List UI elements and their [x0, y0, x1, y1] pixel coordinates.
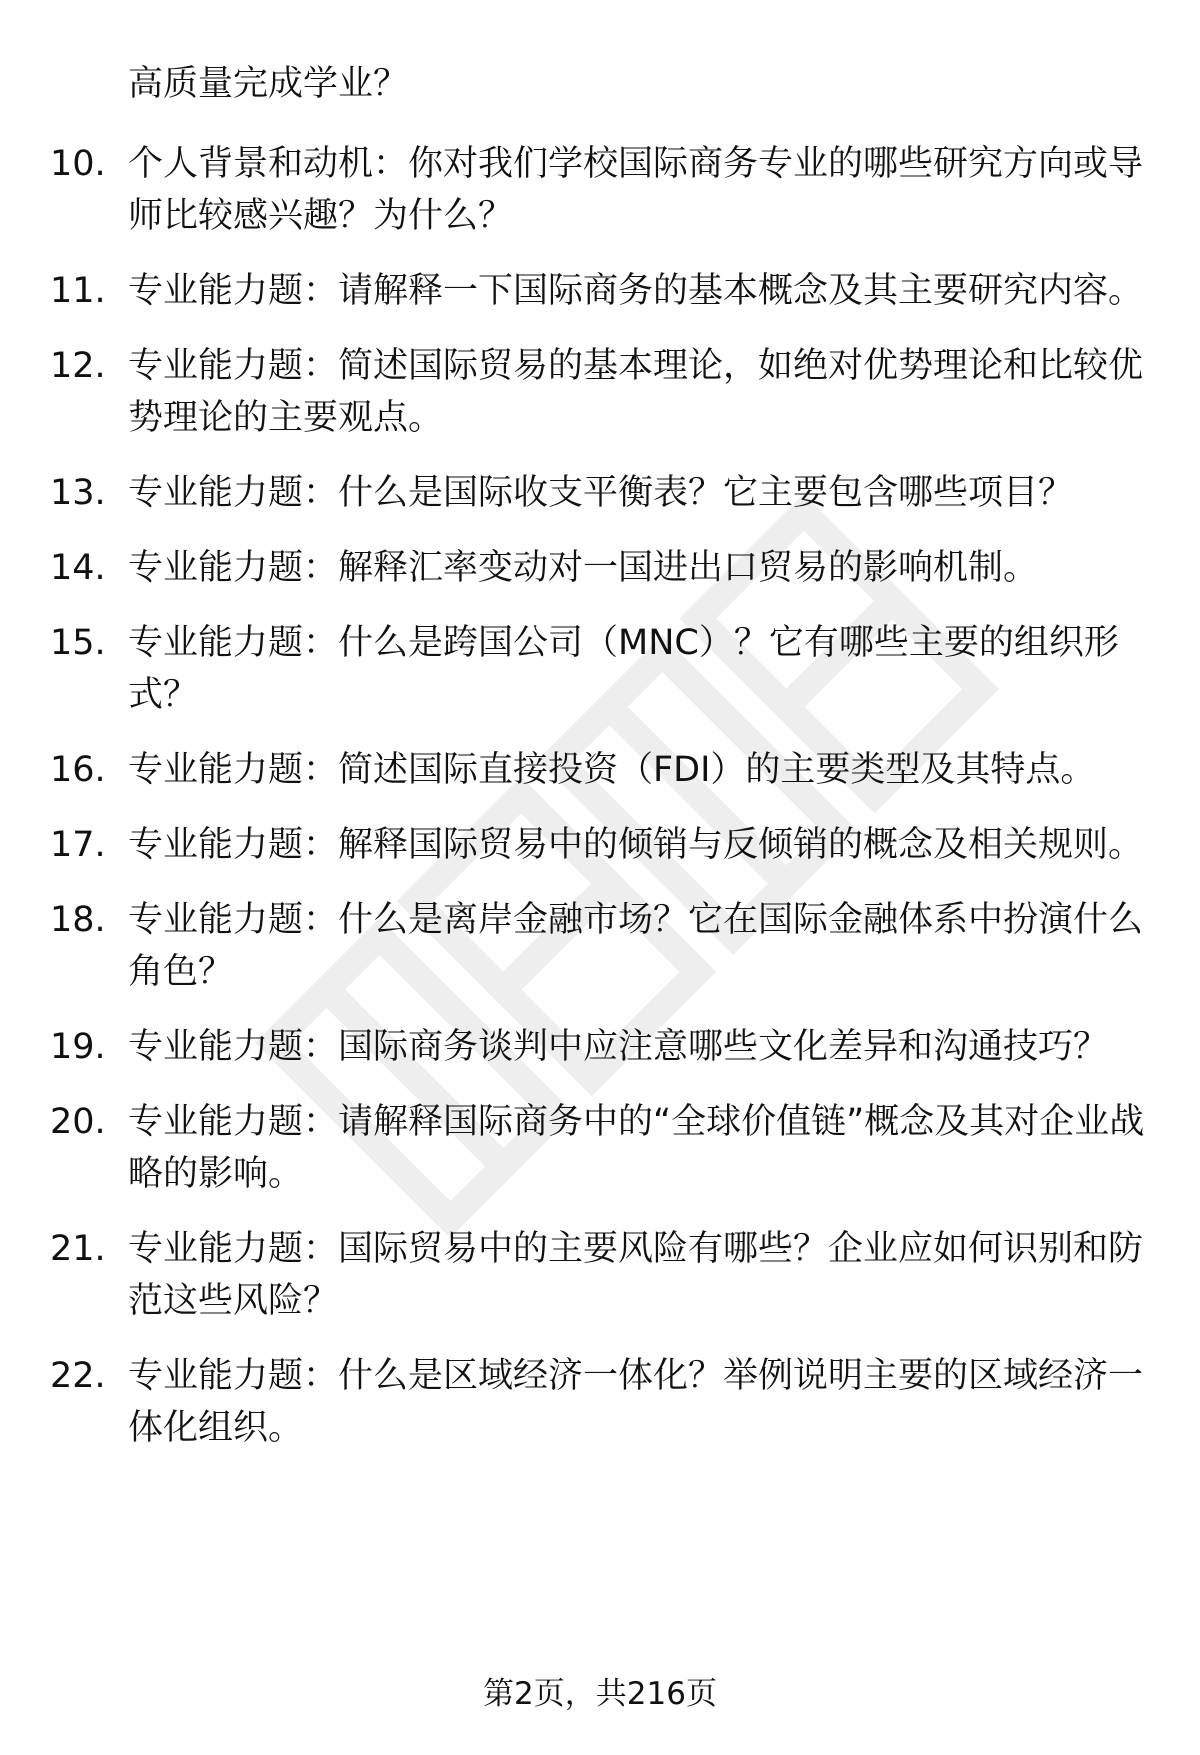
page-number-footer: 第2页，共216页 — [483, 1676, 717, 1712]
list-item — [50, 1350, 1160, 1454]
question-text: 专业能力题：什么是离岸金融市场？它在国际金融体系中扮演什么角色？ — [128, 900, 1144, 992]
list-item — [50, 744, 1160, 796]
continued-question-text: 高质量完成学业？ — [128, 64, 409, 104]
list-item — [50, 340, 1160, 444]
question-number: 11. — [50, 271, 106, 311]
question-text: 专业能力题：国际贸易中的主要风险有哪些？企业应如何识别和防范这些风险？ — [128, 1229, 1144, 1321]
question-text: 个人背景和动机：你对我们学校国际商务专业的哪些研究方向或导师比较感兴趣？为什么？ — [128, 144, 1144, 236]
list-item — [50, 1096, 1160, 1200]
question-number: 15. — [50, 623, 106, 663]
question-number: 22. — [50, 1356, 106, 1396]
question-number: 20. — [50, 1102, 106, 1142]
list-item — [50, 819, 1160, 871]
question-text: 专业能力题：简述国际直接投资（FDI）的主要类型及其特点。 — [128, 750, 1096, 790]
question-text: 专业能力题：解释汇率变动对一国进出口贸易的影响机制。 — [128, 548, 1039, 588]
question-text: 专业能力题：请解释国际商务中的“全球价值链”概念及其对企业战略的影响。 — [128, 1102, 1145, 1194]
list-item — [50, 1223, 1160, 1327]
question-number: 21. — [50, 1229, 106, 1269]
question-number: 19. — [50, 1027, 106, 1067]
list-item — [50, 265, 1160, 317]
question-number: 12. — [50, 346, 106, 386]
question-number: 18. — [50, 900, 106, 940]
question-text: 专业能力题：国际商务谈判中应注意哪些文化差异和沟通技巧？ — [128, 1027, 1109, 1067]
list-item — [50, 617, 1160, 721]
question-number: 14. — [50, 548, 106, 588]
question-text: 专业能力题：什么是国际收支平衡表？它主要包含哪些项目？ — [128, 473, 1074, 513]
question-text: 专业能力题：请解释一下国际商务的基本概念及其主要研究内容。 — [128, 271, 1144, 311]
question-text: 专业能力题：解释国际贸易中的倾销与反倾销的概念及相关规则。 — [128, 825, 1144, 865]
list-item — [50, 1021, 1160, 1073]
question-list — [50, 138, 1160, 1477]
list-item — [50, 467, 1160, 519]
list-item — [50, 138, 1160, 242]
question-number: 16. — [50, 750, 106, 790]
list-item — [50, 542, 1160, 594]
question-text: 专业能力题：简述国际贸易的基本理论，如绝对优势理论和比较优势理论的主要观点。 — [128, 346, 1144, 438]
list-item — [50, 894, 1160, 998]
question-text: 专业能力题：什么是区域经济一体化？举例说明主要的区域经济一体化组织。 — [128, 1356, 1144, 1448]
question-number: 17. — [50, 825, 106, 865]
question-text: 专业能力题：什么是跨国公司（MNC）？它有哪些主要的组织形式？ — [128, 623, 1119, 715]
question-number: 10. — [50, 144, 106, 184]
question-number: 13. — [50, 473, 106, 513]
